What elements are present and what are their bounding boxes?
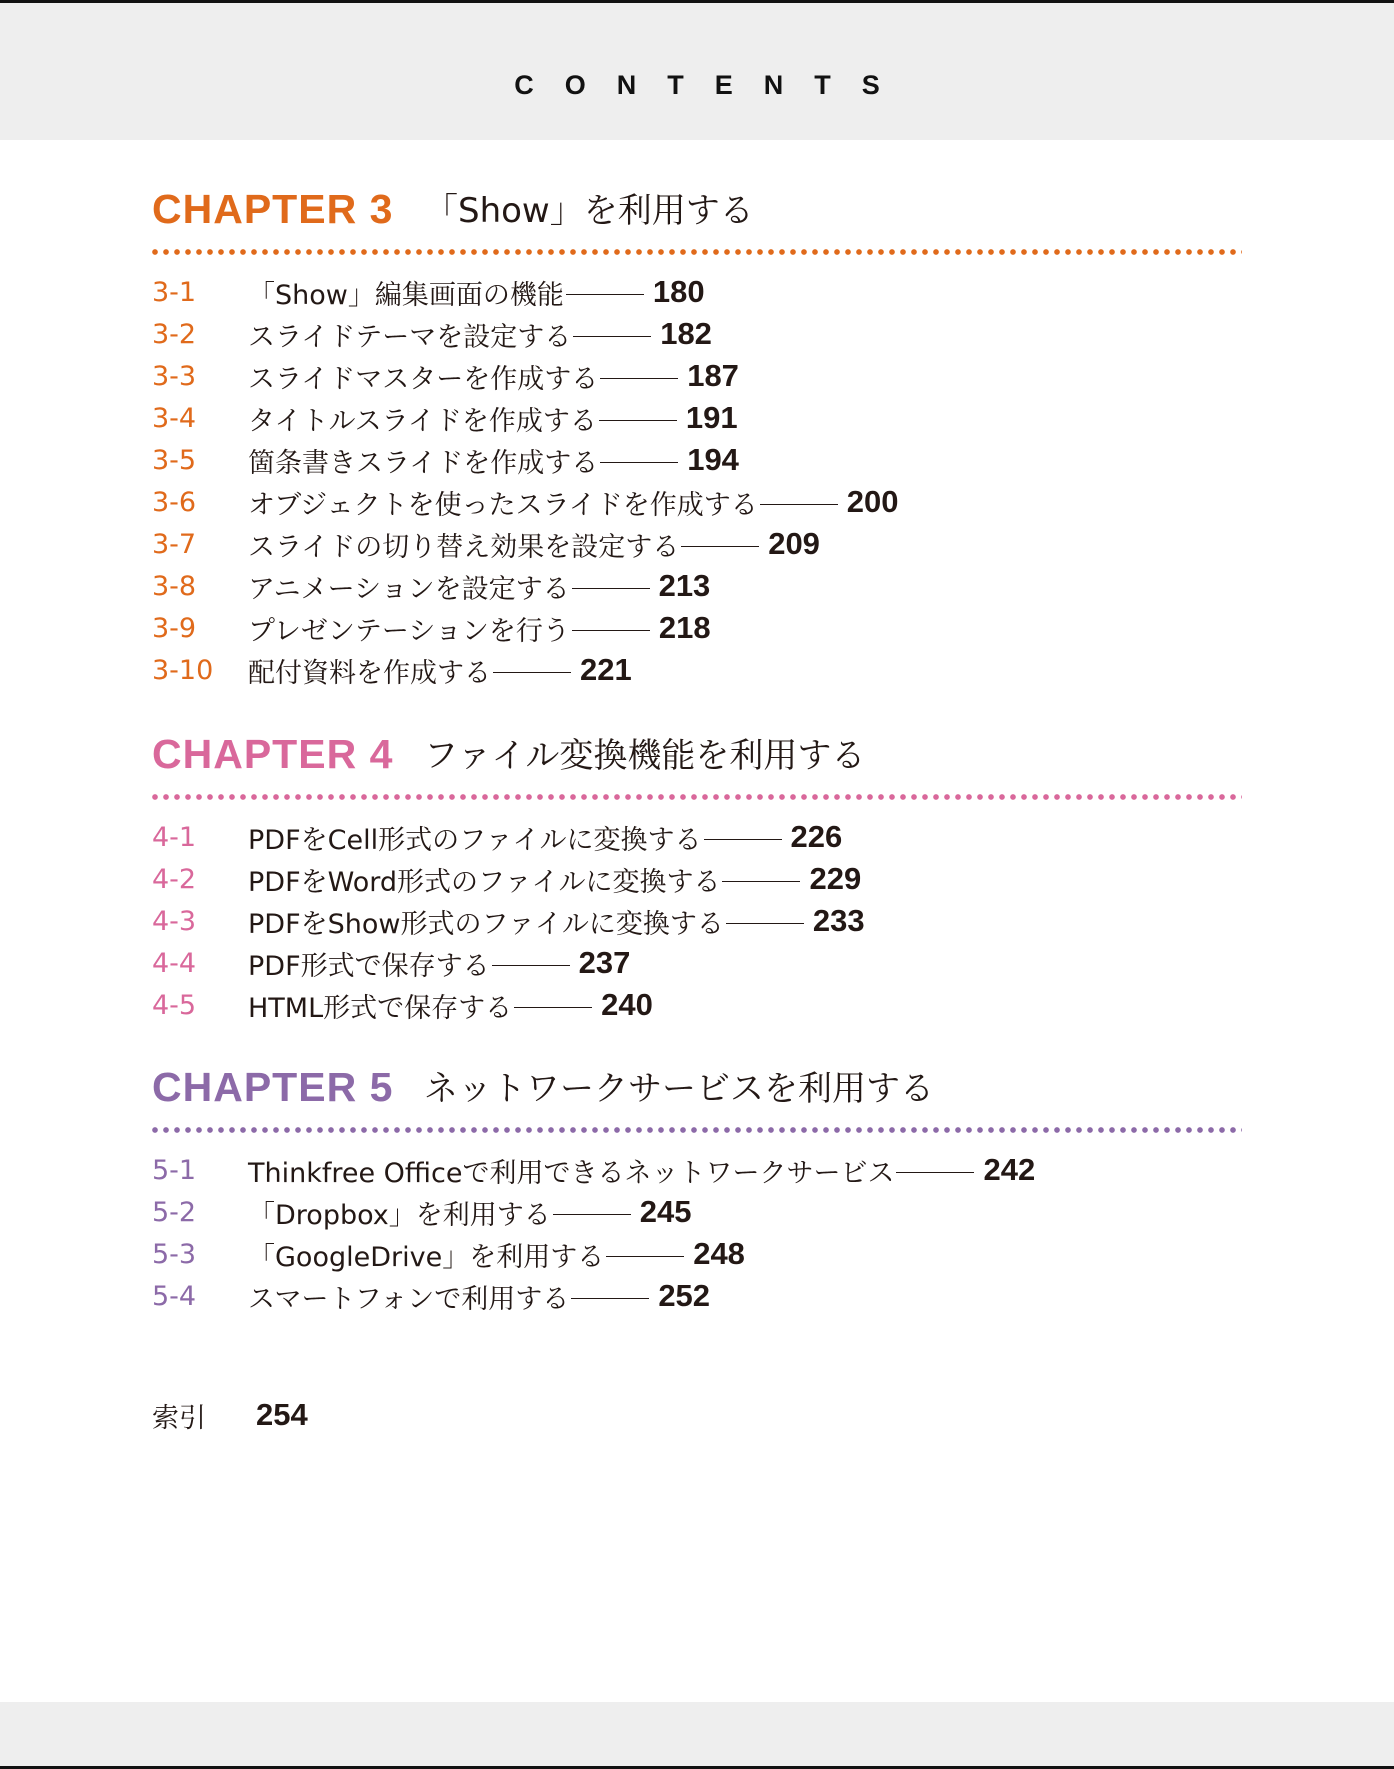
chapter-label: CHAPTER 4: [152, 731, 394, 777]
toc-entry[interactable]: [152, 1275, 1242, 1317]
section-title: PDFをShow形式のファイルに変換する: [248, 908, 724, 940]
toc-entry[interactable]: [152, 607, 1242, 649]
page-number: 252: [658, 1278, 711, 1313]
toc-entry[interactable]: [152, 942, 1242, 984]
leader-line: [566, 294, 644, 295]
section-number: 4-3: [152, 905, 197, 937]
chapter-label: CHAPTER 5: [152, 1064, 394, 1110]
leader-line: [572, 630, 650, 631]
section-title: オブジェクトを使ったスライドを作成する: [248, 489, 758, 521]
section-title: アニメーションを設定する: [248, 573, 570, 605]
chapter-title: ファイル変換機能を利用する: [424, 736, 866, 776]
chapter-title: ネットワークサービスを利用する: [424, 1069, 934, 1109]
section-title: PDFをWord形式のファイルに変換する: [248, 866, 721, 898]
leader-line: [514, 1007, 592, 1008]
toc-entry[interactable]: [152, 565, 1242, 607]
page-number: 187: [687, 358, 739, 393]
chapter-label: CHAPTER 3: [152, 186, 394, 232]
section-list: [152, 271, 1242, 691]
section-title: 「Dropbox」を利用する: [248, 1199, 551, 1231]
chapter-heading: [152, 728, 1242, 780]
page-number: 242: [983, 1152, 1036, 1187]
section-list: [152, 1149, 1242, 1317]
page-number: 182: [660, 316, 712, 351]
chapter-title: 「Show」を利用する: [424, 191, 754, 231]
page-number: 229: [809, 861, 862, 896]
dotted-divider: [152, 1127, 1242, 1133]
section-number: 4-2: [152, 863, 197, 895]
dotted-divider: [152, 249, 1242, 255]
section-title: スライドテーマを設定する: [248, 321, 572, 353]
section-title: スライドの切り替え効果を設定する: [248, 531, 680, 563]
section-title: 「Show」編集画面の機能: [248, 279, 564, 311]
section-number: 5-2: [152, 1196, 197, 1228]
section-number: 5-4: [152, 1280, 197, 1312]
page-title: CONTENTS: [514, 70, 911, 100]
leader-line: [600, 378, 678, 379]
footer-band: [0, 1702, 1394, 1766]
toc-entry[interactable]: [152, 355, 1242, 397]
section-title: スライドマスターを作成する: [248, 363, 599, 395]
toc-entry[interactable]: [152, 397, 1242, 439]
section-number: 3-3: [152, 360, 197, 392]
section-number: 5-1: [152, 1154, 197, 1186]
section-title: PDF形式で保存する: [248, 950, 490, 982]
toc-entry[interactable]: [152, 816, 1242, 858]
section-title: 「GoogleDrive」を利用する: [248, 1241, 605, 1273]
toc-entry[interactable]: [152, 1191, 1242, 1233]
toc-entry[interactable]: [152, 523, 1242, 565]
section-number: 3-4: [152, 402, 197, 434]
page-number: 233: [812, 903, 865, 938]
leader-line: [704, 839, 782, 840]
section-number: 3-9: [152, 612, 197, 644]
page-number: 200: [846, 484, 899, 519]
section-number: 3-8: [152, 570, 197, 602]
toc-entry[interactable]: [152, 984, 1242, 1026]
page-number: 226: [790, 819, 843, 854]
leader-line: [572, 588, 650, 589]
page-number: 240: [601, 987, 653, 1022]
index-label: 索引: [152, 1402, 206, 1434]
section-number: 3-1: [152, 276, 197, 308]
page-number: 248: [693, 1236, 745, 1271]
section-title: スマートフォンで利用する: [248, 1283, 570, 1315]
chapter-4: [152, 728, 1242, 1024]
section-title: タイトルスライドを作成する: [248, 405, 597, 437]
toc-entry[interactable]: [152, 481, 1242, 523]
leader-line: [493, 672, 571, 673]
section-title: 配付資料を作成する: [248, 657, 491, 689]
page-number: 180: [652, 274, 705, 309]
index-page-number: 254: [256, 1397, 308, 1432]
leader-line: [573, 336, 651, 337]
page-number: 245: [639, 1194, 692, 1229]
section-title: HTML形式で保存する: [248, 992, 513, 1024]
toc-entry[interactable]: [152, 1149, 1242, 1191]
section-list: [152, 816, 1242, 1026]
toc-entry[interactable]: [152, 649, 1242, 691]
chapter-5: [152, 1061, 1242, 1315]
toc-entry[interactable]: [152, 271, 1242, 313]
page-number: 191: [685, 400, 738, 435]
section-number: 3-2: [152, 318, 197, 350]
section-number: 3-10: [152, 654, 214, 686]
toc-entry[interactable]: [152, 313, 1242, 355]
page-number: 237: [578, 945, 631, 980]
section-number: 3-7: [152, 528, 197, 560]
leader-line: [553, 1214, 631, 1215]
page-number: 213: [658, 568, 711, 603]
toc-entry[interactable]: [152, 439, 1242, 481]
toc-entry[interactable]: [152, 900, 1242, 942]
section-number: 5-3: [152, 1238, 197, 1270]
chapter-heading: [152, 1061, 1242, 1113]
leader-line: [571, 1298, 649, 1299]
toc-entry[interactable]: [152, 1233, 1242, 1275]
leader-line: [492, 965, 570, 966]
section-number: 4-5: [152, 989, 197, 1021]
section-number: 4-4: [152, 947, 197, 979]
leader-line: [681, 546, 759, 547]
section-title: PDFをCell形式のファイルに変換する: [248, 824, 702, 856]
chapter-heading: [152, 183, 1242, 235]
leader-line: [606, 1256, 684, 1257]
leader-line: [896, 1172, 974, 1173]
chapter-3: [152, 183, 1242, 689]
section-title: プレゼンテーションを行う: [248, 615, 570, 647]
section-number: 3-5: [152, 444, 197, 476]
leader-line: [599, 420, 677, 421]
leader-line: [726, 923, 804, 924]
section-title: 箇条書きスライドを作成する: [248, 447, 599, 479]
page-number: 221: [580, 652, 632, 687]
page-number: 218: [658, 610, 711, 645]
section-title: Thinkfree Officeで利用できるネットワークサービス: [248, 1157, 895, 1189]
page-number: 209: [768, 526, 820, 561]
page-number: 194: [687, 442, 739, 477]
section-number: 4-1: [152, 821, 197, 853]
toc-entry[interactable]: [152, 858, 1242, 900]
leader-line: [600, 462, 678, 463]
dotted-divider: [152, 794, 1242, 800]
section-number: 3-6: [152, 486, 197, 518]
leader-line: [760, 504, 838, 505]
index-entry[interactable]: [152, 1393, 308, 1437]
leader-line: [722, 881, 800, 882]
